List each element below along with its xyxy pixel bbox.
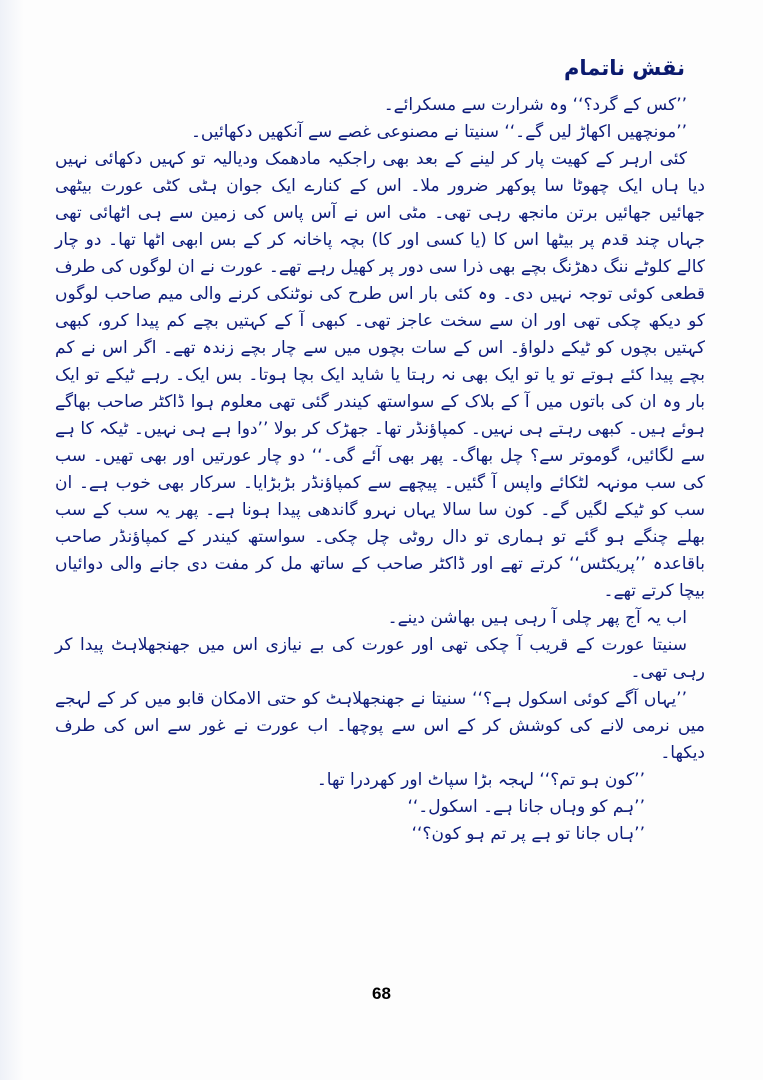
paragraph-approach: سنیتا عورت کے قریب آ چکی تھی اور عورت کی بے نیازی اس میں جھنجھلاہٹ پیدا کر رہی تھی۔ <box>55 635 705 682</box>
paragraph-bhashan: اب یہ آج پھر چلی آ رہی ہیں بھاشن دینے۔ <box>387 608 687 628</box>
paragraph-question: ’’یہاں آگے کوئی اسکول ہے؟‘‘ سنیتا نے جھنجھلاہٹ کو حتی الامکان قابو میں کر کے لہجے میں نرمی لانے کی کوشش کر کے اس سے پوچھا۔ اب عورت نے غور سے اس کی طرف دیکھا۔ <box>55 689 705 763</box>
paragraph-narrative: کئی ارہر کے کھیت پار کر لینے کے بعد بھی راجکیہ مادھمک ودیالیہ تو کہیں دکھائی نہیں دیا ہاں ایک چھوٹا سا پوکھر ضرور ملا۔ اس کے کنارے ایک جوان ہٹی کٹی عورت بیٹھی جھائیں جھائیں برتن مانجھ رہی تھی۔ مٹی اس نے آس پاس کی زمین سے ہی اٹھائی تھی جہاں چند قدم پر بیٹھا اس کا (یا کسی اور کا) بچہ پاخانہ کر کے بس ابھی اٹھا تھا۔ دو چار کالے کلوٹے ننگ دھڑنگ بچے بھی ذرا سی دور پر کھیل رہے تھے۔ عورت نے ان لوگوں کی طرف قطعی کوئی توجہ نہیں دی۔ وہ کئی بار اس طرح کی نوٹنکی کرنے والی میم صاحب لوگوں کو دیکھ چکی تھی اور ان سے سخت عاجز تھی۔ کبھی آ کے کہتیں بچے کم پیدا کرو، کبھی کہتیں بچوں کو ٹیکے دلواؤ۔ اس کے سات بچوں میں سے چار بچے زندہ تھے۔ اگر اس نے کم بچے پیدا کئے ہوتے تو یا تو ایک بھی نہ رہتا یا شاید ایک بچا ہوتا۔ بس ایک۔ رہے ٹیکے تو ایک بار وہ ان کی باتوں میں آ کے بلاک کے سواستھ کیندر گئی تھی معلوم ہوا ڈاکٹر صاحب بھاگے ہوئے ہیں۔ کبھی رہتے ہی نہیں۔ کمپاؤنڈر تھا۔ جھڑک کر بولا ’’دوا ہے ہی نہیں۔ ٹیکہ کا ہے سے لگائیں، گوموتر سے؟ چل بھاگ۔ پھر بھی آئے گی۔‘‘ دو چار عورتیں اور بھی تھیں۔ سب کی سب مونہہ لٹکائے واپس آ گئیں۔ پیچھے سے کمپاؤنڈر بڑبڑایا۔ سرکار بھی خوب ہے۔ ان سب کو ٹیکے لگیں گے۔ کون سا سالا یہاں نہرو گاندھی پیدا ہونا ہے۔ پھر یہ سب کے سب بھلے چنگے ہو گئے تو ہماری تو دال روٹی چل چکی۔ سواستھ کیندر کے کمپاؤنڈر صاحب باقاعدہ ’’پریکٹس‘‘ کرتے تھے اور ڈاکٹر صاحب کے ساتھ مل کر مفت دی جانے والی دوائیاں بیچا کرتے تھے۔ <box>55 149 705 601</box>
body-text <box>55 92 705 848</box>
paragraph-dialogue-4: ’’ہم کو وہاں جانا ہے۔ اسکول۔‘‘ <box>407 797 645 817</box>
scan-edge <box>0 0 24 1080</box>
paragraph-dialogue-1: ’’کس کے گرد؟‘‘ وہ شرارت سے مسکرائے۔ <box>383 95 687 115</box>
running-header-title: نقش ناتمام <box>563 56 685 80</box>
paragraph-dialogue-2: ’’مونچھیں اکھاڑ لیں گے۔‘‘ سنیتا نے مصنوعی غصے سے آنکھیں دکھائیں۔ <box>190 122 687 142</box>
page-number: 68 <box>372 984 391 1003</box>
paragraph-dialogue-5: ’’ہاں جانا تو ہے پر تم ہو کون؟‘‘ <box>411 824 645 844</box>
paragraph-dialogue-3: ’’کون ہو تم؟‘‘ لہجہ بڑا سپاٹ اور کھردرا تھا۔ <box>316 770 645 790</box>
